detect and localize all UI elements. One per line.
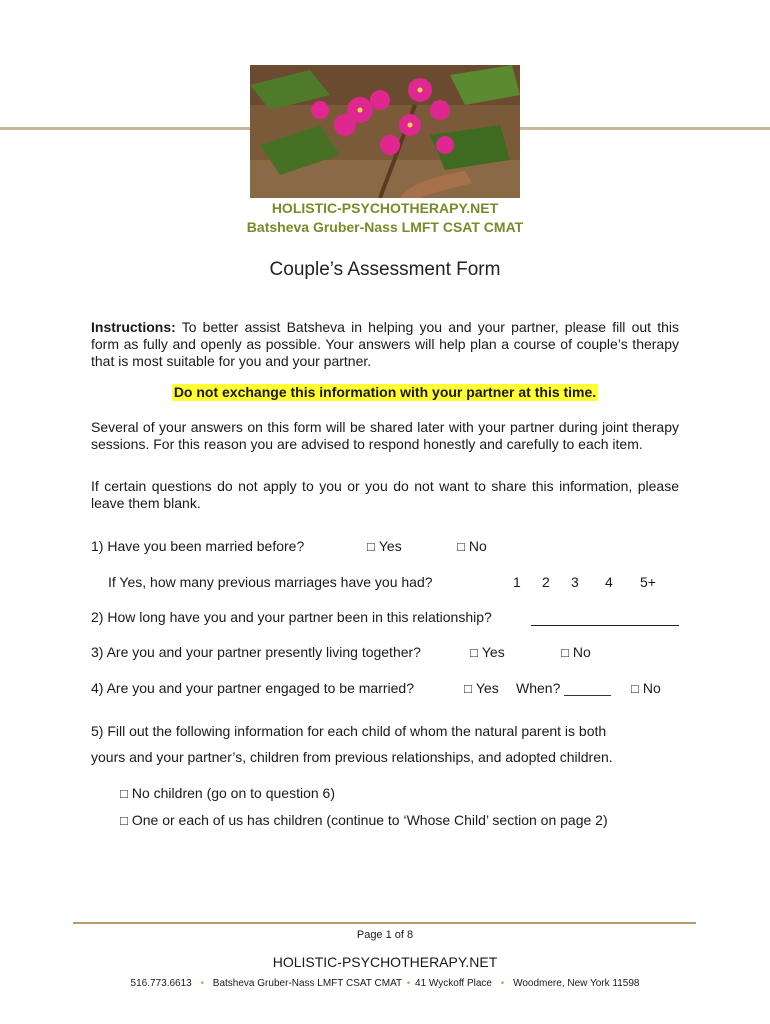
q4-no-label: No bbox=[642, 680, 661, 696]
instructions-label: Instructions: bbox=[91, 319, 176, 335]
q4-yes-label: Yes bbox=[475, 680, 499, 696]
q5-line1: 5) Fill out the following information for each child of whom the natural parent is both bbox=[91, 723, 607, 739]
footer-separator: • bbox=[200, 978, 205, 989]
q1-yes-label: Yes bbox=[378, 538, 402, 554]
q1-sub-text: If Yes, how many previous marriages have you had? bbox=[108, 574, 433, 590]
q2-text: 2) How long have you and your partner been in this relationship? bbox=[91, 609, 492, 625]
footer-separator: • bbox=[406, 978, 411, 989]
q1-count-3[interactable]: 3 bbox=[571, 574, 579, 590]
q5-line2: yours and your partner’s, children from previous relationships, and adopted children. bbox=[91, 749, 613, 765]
q1-count-1[interactable]: 1 bbox=[513, 574, 521, 590]
warning-highlight: Do not exchange this information with your partner at this time. bbox=[173, 384, 597, 400]
footer-street: 41 Wyckoff Place bbox=[415, 978, 492, 989]
checkbox-icon[interactable]: □ bbox=[120, 813, 128, 828]
checkbox-icon[interactable]: □ bbox=[367, 539, 375, 554]
q4-no-option[interactable] bbox=[631, 680, 661, 697]
orchid-photo bbox=[250, 65, 520, 198]
form-title: Couple’s Assessment Form bbox=[269, 259, 501, 280]
q4-text: 4) Are you and your partner engaged to be married? bbox=[91, 680, 414, 696]
q1-no-option[interactable] bbox=[457, 538, 487, 555]
q3-text: 3) Are you and your partner presently living together? bbox=[91, 644, 421, 660]
checkbox-icon[interactable]: □ bbox=[561, 645, 569, 660]
q5-has-children-option[interactable] bbox=[120, 812, 608, 829]
page-number: Page 1 of 8 bbox=[356, 929, 414, 941]
blank-note: If certain questions do not apply to you or you do not want to share this information, please leave them blank. bbox=[91, 478, 679, 511]
footer-separator: • bbox=[500, 978, 505, 989]
warning-row bbox=[0, 384, 770, 402]
checkbox-icon[interactable]: □ bbox=[470, 645, 478, 660]
q1-count-4[interactable]: 4 bbox=[605, 574, 613, 590]
footer-phone: 516.773.6613 bbox=[130, 978, 192, 989]
q4-yes-option[interactable] bbox=[464, 680, 499, 697]
q1-yes-option[interactable] bbox=[367, 538, 402, 555]
instructions-text: To better assist Batsheva in helping you and your partner, please fill out this form as fully and openly as possible. Your answers will help plan a course of couple’s therapy that is most suitable for you and your partner. bbox=[91, 319, 679, 369]
q3-yes-option[interactable] bbox=[470, 644, 505, 661]
q3-no-label: No bbox=[572, 644, 591, 660]
footer-site-url: HOLISTIC-PSYCHOTHERAPY.NET bbox=[272, 954, 498, 970]
q5-opt2-label: One or each of us has children (continue to ‘Whose Child’ section on page 2) bbox=[131, 812, 608, 828]
q3-yes-label: Yes bbox=[481, 644, 505, 660]
shared-note: Several of your answers on this form will be shared later with your partner during joint therapy sessions. For this reason you are advised to respond honestly and carefully to each item. bbox=[91, 419, 679, 452]
checkbox-icon[interactable]: □ bbox=[631, 681, 639, 696]
q5-opt1-label: No children (go on to question 6) bbox=[131, 785, 335, 801]
q4-when-field[interactable]: When? ______ bbox=[516, 680, 611, 696]
header-rule-right bbox=[520, 127, 770, 130]
q2-answer-field[interactable] bbox=[531, 625, 679, 626]
footer-rule bbox=[73, 922, 696, 924]
header-rule-left bbox=[0, 127, 250, 130]
q1-no-label: No bbox=[468, 538, 487, 554]
q5-no-children-option[interactable] bbox=[120, 785, 335, 802]
footer-contact bbox=[0, 978, 770, 989]
q1-count-5plus[interactable]: 5+ bbox=[640, 574, 656, 590]
footer-city: Woodmere, New York 11598 bbox=[513, 978, 640, 989]
q3-no-option[interactable] bbox=[561, 644, 591, 661]
instructions-paragraph bbox=[91, 319, 679, 370]
q1-text: 1) Have you been married before? bbox=[91, 538, 305, 554]
header-practitioner: Batsheva Gruber-Nass LMFT CSAT CMAT bbox=[246, 219, 524, 235]
checkbox-icon[interactable]: □ bbox=[464, 681, 472, 696]
header-site-url: HOLISTIC-PSYCHOTHERAPY.NET bbox=[271, 200, 499, 216]
checkbox-icon[interactable]: □ bbox=[120, 786, 128, 801]
checkbox-icon[interactable]: □ bbox=[457, 539, 465, 554]
q1-count-2[interactable]: 2 bbox=[542, 574, 550, 590]
footer-credit: Batsheva Gruber-Nass LMFT CSAT CMAT bbox=[212, 978, 402, 989]
